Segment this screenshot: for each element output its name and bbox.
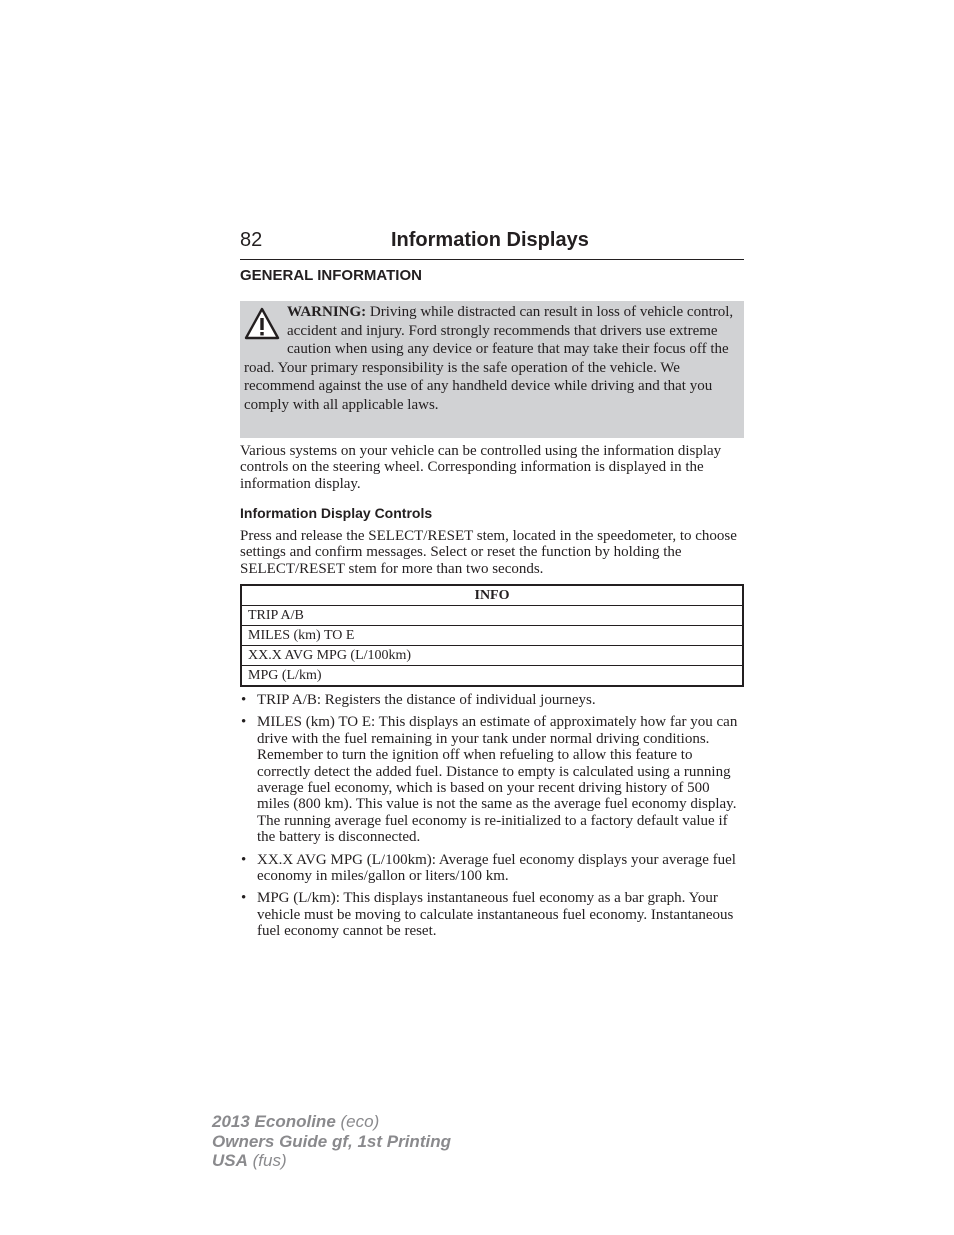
footer-market-code: (fus): [247, 1151, 287, 1170]
list-item: • TRIP A/B: Registers the distance of individual journeys.: [240, 692, 745, 708]
table-row: MPG (L/km): [241, 666, 743, 687]
footer-line-2: [212, 1132, 451, 1152]
info-menu-table: [240, 584, 744, 687]
table-header: INFO: [241, 585, 743, 606]
subsection-title: Information Display Controls: [240, 505, 433, 521]
list-item: • MPG (L/km): This displays instantaneous fuel economy as a bar graph. Your vehicle must be moving to calculate instantaneous fuel economy. Instantaneous fuel economy cannot be reset.: [240, 890, 745, 939]
table-row: MILES (km) TO E: [241, 626, 743, 646]
footer-line-3: [212, 1151, 451, 1171]
warning-text: Driving while distracted can result in loss of vehicle control, accident and injury. Ford strongly recommends that drivers use extreme caution when using any device or feature that may take their focus off the road. Your primary responsibility is the safe operation of the vehicle. We recommend against the use of any handheld device while driving and that you comply with all applicable laws.: [244, 304, 734, 413]
warning-box: [240, 301, 744, 438]
table-row: TRIP A/B: [241, 606, 743, 626]
warning-triangle-icon: [244, 307, 280, 341]
description-list: [240, 692, 745, 946]
page-number: 82: [240, 229, 263, 251]
table-row: XX.X AVG MPG (L/100km): [241, 646, 743, 666]
chapter-title: Information Displays: [391, 229, 589, 251]
page-header: [240, 229, 744, 260]
intro-paragraph: Various systems on your vehicle can be controlled using the information display controls on the steering wheel. Corresponding information is displayed in the information display.: [240, 443, 722, 492]
list-item: • XX.X AVG MPG (L/100km): Average fuel economy displays your average fuel economy in miles/gallon or liters/100 km.: [240, 852, 745, 885]
section-title: GENERAL INFORMATION: [240, 267, 422, 284]
list-item: • MILES (km) TO E: This displays an estimate of approximately how far you can drive with the fuel remaining in your tank under normal driving conditions. Remember to turn the ignition off when refueling to allow this feature to correctly detect the added fuel. Distance to empty is calculated using a running average fuel economy, which is based on your recent driving history of 500 miles (800 km). This value is not the same as the average fuel economy display. The running average fuel economy is re-initialized to a factory default value if the battery is disconnected.: [240, 714, 745, 845]
footer-model-code: (eco): [335, 1112, 380, 1131]
page-footer: [212, 1112, 451, 1171]
footer-guide: Owners Guide gf, 1st Printing: [212, 1131, 451, 1151]
warning-label: WARNING:: [287, 304, 367, 320]
footer-model: 2013 Econoline: [212, 1112, 336, 1131]
controls-paragraph: Press and release the SELECT/RESET stem, located in the speedometer, to choose settings and confirm messages. Select or reset the function by holding the SELECT/RESET stem for more than two seconds.: [240, 528, 737, 577]
footer-market: USA: [212, 1151, 248, 1170]
footer-line-1: [212, 1112, 451, 1132]
